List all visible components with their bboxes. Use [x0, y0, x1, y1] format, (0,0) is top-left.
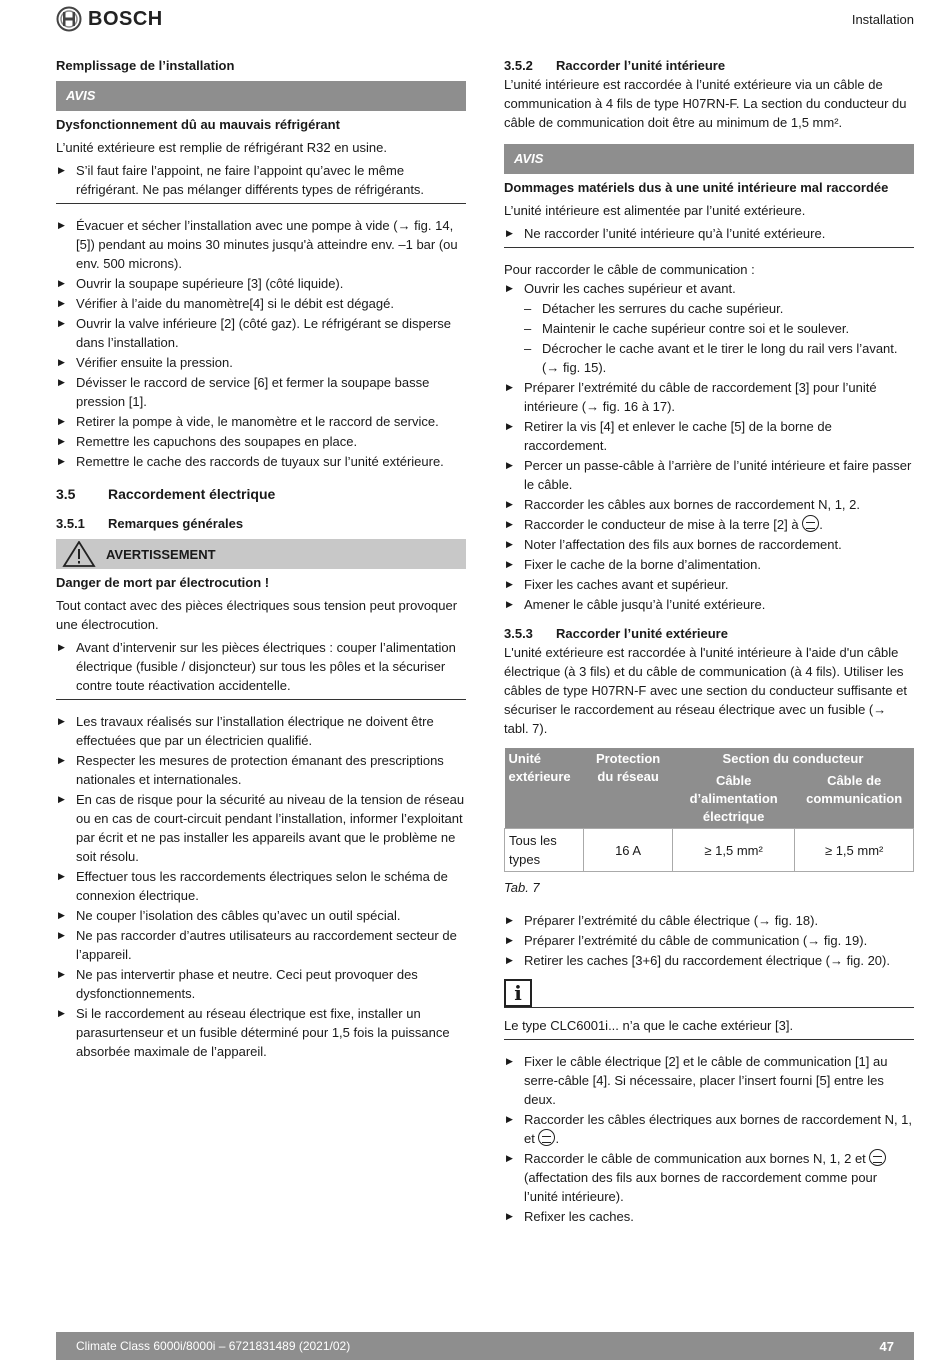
section-number: 3.5: [56, 486, 76, 502]
warning-label: AVERTISSEMENT: [106, 546, 216, 562]
indoor-text: L’unité intérieure est raccordée à l’unité extérieure via un câble de communication à 4 fils de type H07RN-F. La section du conducteur du câble de communication doit être au minimum de 1,5 mm².: [504, 77, 907, 130]
list-item: – Détacher les serrures du cache supérieur.: [504, 299, 914, 318]
list-item: ▶ Les travaux réalisés sur l’installation électrique ne doivent être effectuées que par un électricien qualifié.: [56, 712, 466, 750]
list-item: ▶ Ne pas intervertir phase et neutre. Ceci peut provoquer des dysfonctionnements.: [56, 965, 466, 1003]
conductor-table: [504, 748, 914, 872]
list-item: ▶ Évacuer et sécher l’installation avec une pompe à vide (→ fig. 14, [5]) pendant au moins 30 minutes jusqu'à atteindre env. –1 bar (ou env. 500 microns).: [56, 216, 466, 273]
table-cell: 16 A: [584, 829, 673, 872]
notice-bullets: [56, 161, 466, 199]
list-item: ▶ Si le raccordement au réseau électrique est fixe, installer un parasurtenseur et un fusible déterminé pour 1,5 fois la puissance absorbée maximale de l’appareil.: [56, 1004, 466, 1061]
prep-steps: [504, 911, 914, 970]
earth-ground-icon: [802, 515, 819, 532]
list-item: ▶ Fixer le câble électrique [2] et le câble de communication [1] au serre-câble [4]. Si nécessaire, placer l’insert fourni [5] entre les deux.: [504, 1052, 914, 1109]
doc-reference: Climate Class 6000i/8000i – 6721831489 (2021/02): [76, 1338, 351, 1353]
earth-step-text: Raccorder le câble de communication aux bornes N, 1, 2 et: [524, 1151, 866, 1166]
earth-step-text: Raccorder le conducteur de mise à la terre [2] à: [524, 517, 799, 532]
warning-bar: [56, 539, 466, 569]
notice-bullets: [504, 224, 914, 243]
earth-ground-icon: [538, 1129, 555, 1146]
list-item: ▶ Raccorder les câbles électriques aux bornes de raccordement N, 1, et .: [504, 1110, 914, 1148]
info-text: Le type CLC6001i... n’a que le cache extérieur [3].: [504, 1018, 794, 1033]
list-item: ▶ Effectuer tous les raccordements électriques selon le schéma de connexion électrique.: [56, 867, 466, 905]
comm-steps-2: [504, 378, 914, 614]
table-cell: Tous les types: [505, 829, 584, 872]
list-item: ▶ Amener le câble jusqu’à l’unité extérieure.: [504, 595, 914, 614]
notice-text: L’unité intérieure est alimentée par l’unité extérieure.: [504, 203, 806, 218]
subsection-title: Remarques générales: [108, 516, 244, 531]
list-item: ▶ Raccorder le conducteur de mise à la terre [2] à .: [504, 515, 914, 534]
final-steps: [504, 1052, 914, 1226]
page-header: [56, 6, 914, 34]
info-box: [504, 980, 914, 1008]
list-item: – Décrocher le cache avant et le tirer le long du rail vers l’avant. (→ fig. 15).: [504, 339, 914, 377]
bosch-armature-icon: [56, 6, 82, 32]
page-number: 47: [879, 1338, 894, 1354]
comm-intro: Pour raccorder le câble de communication :: [504, 262, 755, 277]
subsection-heading: [504, 56, 914, 75]
earth-step-text: (affectation des fils aux bornes de raccordement comme pour l’unité intérieure).: [524, 1170, 878, 1204]
section-title: Raccordement électrique: [108, 486, 276, 502]
subsection-number: 3.5.3: [504, 626, 533, 641]
list-item: ▶ Ouvrir les caches supérieur et avant.: [504, 279, 914, 298]
list-item: ▶ Noter l’affectation des fils aux bornes de raccordement.: [504, 535, 914, 554]
comm-substeps: [504, 299, 914, 377]
list-item: ▶ Raccorder les câbles aux bornes de raccordement N, 1, 2.: [504, 495, 914, 514]
subsection-title: Raccorder l’unité extérieure: [556, 626, 728, 641]
earth-step-text: Raccorder les câbles électriques aux bornes de raccordement N, 1, et: [524, 1112, 913, 1146]
outdoor-text: L'unité extérieure est raccordée à l'unité intérieure à l'aide d'un câble électrique (à 3 fils) et du câble de communication (à 4 fils). Utiliser les câbles de type H07RN-F avec une section du conducteur suffisante et sécuriser le raccordement au réseau électrique avec un fusible (→ tabl. 7).: [504, 645, 907, 736]
list-item: ▶ Ne couper l’isolation des câbles qu’avec un outil spécial.: [56, 906, 466, 925]
divider: [504, 247, 914, 248]
list-item: ▶ Dévisser le raccord de service [6] et fermer la soupape basse pression [1].: [56, 373, 466, 411]
table-cell: ≥ 1,5 mm²: [795, 829, 914, 872]
divider: [56, 699, 466, 700]
list-item: ▶ Avant d’intervenir sur les pièces électriques : couper l’alimentation électrique (fusible / disjoncteur) sur tous les pôles et la sécuriser contre toute réactivation accidentelle.: [56, 638, 466, 695]
list-item: ▶ Remettre les capuchons des soupapes en place.: [56, 432, 466, 451]
list-item: ▶ Retirer les caches [3+6] du raccordement électrique (→ fig. 20).: [504, 951, 914, 970]
comm-steps: [504, 279, 914, 298]
list-item: [504, 1149, 914, 1206]
list-item: ▶ Retirer la pompe à vide, le manomètre et le raccord de service.: [56, 412, 466, 431]
list-item: ▶ Vérifier à l’aide du manomètre[4] si le débit est dégagé.: [56, 294, 466, 313]
list-item: – Maintenir le cache supérieur contre soi et le soulever.: [504, 319, 914, 338]
list-item: ▶ Ouvrir la valve inférieure [2] (côté gaz). Le réfrigérant se disperse dans l’installation.: [56, 314, 466, 352]
brand-name: BOSCH: [88, 7, 163, 30]
subsection-heading: [504, 624, 914, 643]
list-item: ▶ Fixer le cache de la borne d’alimentation.: [504, 555, 914, 574]
chapter-title: Installation: [851, 12, 914, 27]
table-header: Unité extérieure: [505, 748, 584, 829]
notice-label: AVIS: [504, 144, 914, 174]
divider: [504, 1039, 914, 1040]
list-item: ▶ Ouvrir la soupape supérieure [3] (côté liquide).: [56, 274, 466, 293]
list-item: ▶ Préparer l’extrémité du câble de communication (→ fig. 19).: [504, 931, 914, 950]
subsection-number: 3.5.2: [504, 58, 533, 73]
list-item: ▶ Ne raccorder l’unité intérieure qu’à l’unité extérieure.: [504, 224, 914, 243]
table-cell: ≥ 1,5 mm²: [672, 829, 794, 872]
left-column: [56, 56, 466, 1062]
right-column: [504, 56, 914, 1227]
table-caption: Tab. 7: [504, 880, 540, 895]
fill-heading: Remplissage de l’installation: [56, 58, 235, 73]
fill-steps: [56, 216, 466, 471]
notice-label: AVIS: [56, 81, 466, 111]
notice-text: L’unité extérieure est remplie de réfrigérant R32 en usine.: [56, 140, 387, 155]
table-header: Section du conducteur: [672, 748, 913, 770]
warning-title: Danger de mort par électrocution !: [56, 575, 270, 590]
info-icon: i: [504, 979, 532, 1007]
list-item: ▶ Refixer les caches.: [504, 1207, 914, 1226]
list-item: ▶ Fixer les caches avant et supérieur.: [504, 575, 914, 594]
table-header: Protection du réseau: [584, 748, 673, 829]
list-item: ▶ Vérifier ensuite la pression.: [56, 353, 466, 372]
warning-bullets: [56, 638, 466, 695]
list-item: ▶ Percer un passe-câble à l’arrière de l’unité intérieure et faire passer le câble.: [504, 456, 914, 494]
table-header: Câble de communication: [795, 770, 914, 829]
warning-text: Tout contact avec des pièces électriques sous tension peut provoquer une électrocution.: [56, 598, 458, 632]
subsection-heading: [56, 514, 466, 533]
table-header: Câble d’alimentation électrique: [672, 770, 794, 829]
list-item: ▶ Respecter les mesures de protection émanant des prescriptions nationales et internationales.: [56, 751, 466, 789]
list-item: ▶ Préparer l’extrémité du câble électrique (→ fig. 18).: [504, 911, 914, 930]
divider: [56, 203, 466, 204]
list-item: ▶ En cas de risque pour la sécurité au niveau de la tension de réseau ou en cas de court-circuit pendant l’installation, informer l’exploitant par écrit et ne pas installer les appareils avant que le problème ne soit résolu.: [56, 790, 466, 866]
list-item: ▶ Préparer l’extrémité du câble de raccordement [3] pour l’unité intérieure (→ fig. 16 à 17).: [504, 378, 914, 416]
electrical-rules: [56, 712, 466, 1061]
warning-triangle-icon: [62, 541, 96, 567]
bosch-logo: [56, 6, 163, 32]
notice-title: Dommages matériels dus à une unité intérieure mal raccordée: [504, 180, 889, 195]
notice-title: Dysfonctionnement dû au mauvais réfrigérant: [56, 117, 340, 132]
list-item: ▶ S’il faut faire l’appoint, ne faire l’appoint qu’avec le même réfrigérant. Ne pas mélanger différents types de réfrigérants.: [56, 161, 466, 199]
page-footer: [56, 1332, 914, 1360]
subsection-title: Raccorder l’unité intérieure: [556, 58, 726, 73]
earth-ground-icon: [869, 1149, 886, 1166]
subsection-number: 3.5.1: [56, 516, 85, 531]
list-item: ▶ Remettre le cache des raccords de tuyaux sur l’unité extérieure.: [56, 452, 466, 471]
list-item: ▶ Retirer la vis [4] et enlever le cache [5] de la borne de raccordement.: [504, 417, 914, 455]
table-row: [505, 829, 914, 872]
list-item: ▶ Ne pas raccorder d’autres utilisateurs au raccordement secteur de l’appareil.: [56, 926, 466, 964]
section-heading: [56, 485, 466, 504]
